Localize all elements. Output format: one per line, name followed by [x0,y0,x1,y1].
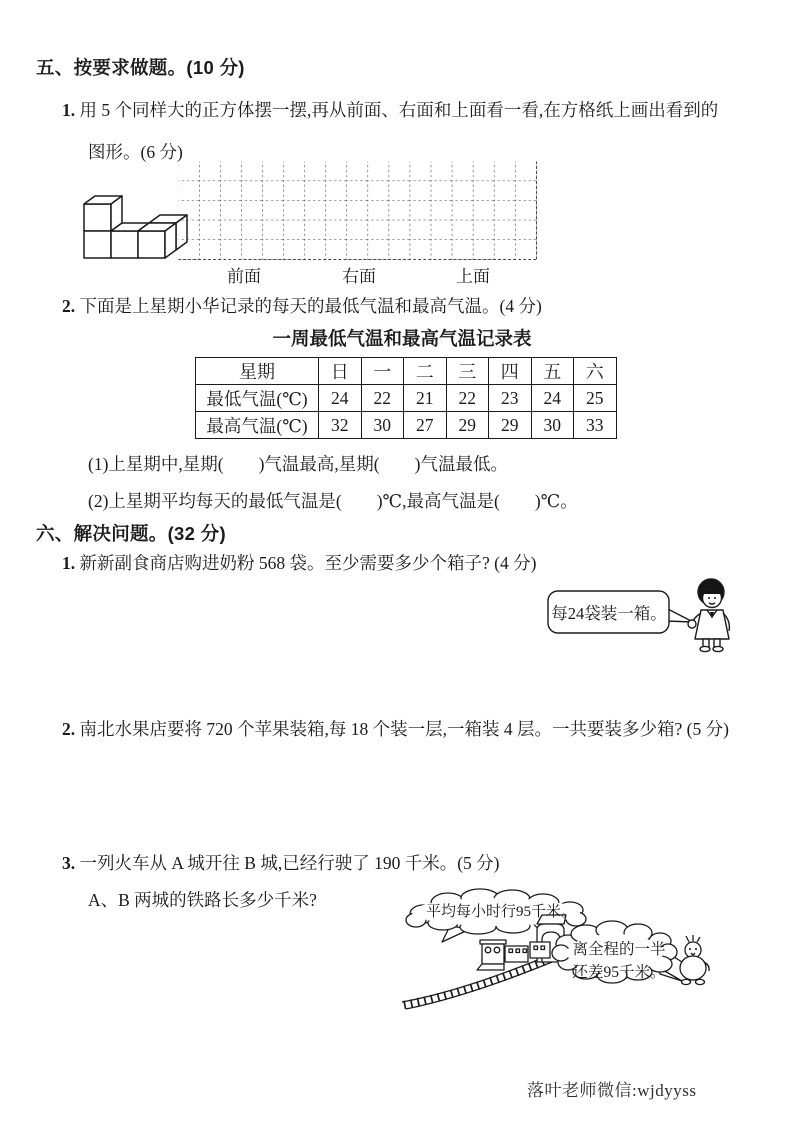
max-value-cell: 27 [404,412,447,439]
max-value-cell: 33 [574,412,617,439]
max-row-label: 最高气温(℃) [196,412,319,439]
s6-q1-number: 1. [62,553,76,573]
day-cell: 六 [574,358,617,385]
s5-q2-number: 2. [62,296,76,316]
distance-bubble-line1: 离全程的一半 [572,941,666,958]
grid-label-top: 上面 [456,267,490,286]
s6-q2-line [62,716,729,741]
s6-q1-line [62,550,536,575]
grid-label-front: 前面 [227,267,261,286]
table-row-min [196,385,617,412]
bird-figure [674,935,709,985]
table-row-max [196,412,617,439]
temperature-table [195,357,617,439]
day-cell: 日 [319,358,362,385]
min-value-cell: 22 [361,385,404,412]
min-row-label: 最低气温(℃) [196,385,319,412]
table-row-days [196,358,617,385]
section5-heading: 五、按要求做题。(10 分) [36,57,245,78]
min-value-cell: 21 [404,385,447,412]
day-cell: 四 [489,358,532,385]
min-value-cell: 23 [489,385,532,412]
day-cell: 三 [446,358,489,385]
s5-q1-number: 1. [62,100,76,120]
s6-q2-text: 南北水果店要将 720 个苹果装箱,每 18 个装一层,一箱装 4 层。一共要装多少箱? (5 分) [75,719,729,739]
day-cell: 二 [404,358,447,385]
drawing-grid[interactable] [178,161,538,262]
s5-q2-sub2: (2)上星期平均每天的最低气温是( )℃,最高气温是( )℃。 [88,491,578,511]
s6-q2-number: 2. [62,719,76,739]
s6-q3-line2: A、B 两城的铁路长多少千米? [88,890,317,910]
boy-figure [688,579,729,652]
grid-label-right: 右面 [342,267,376,286]
max-value-cell: 30 [531,412,574,439]
s5-q1-line2: 图形。(6 分) [88,142,183,162]
day-cell: 一 [361,358,404,385]
min-value-cell: 24 [319,385,362,412]
min-value-cell: 24 [531,385,574,412]
table-corner-cell: 星期 [196,358,319,385]
min-value-cell: 25 [574,385,617,412]
s5-q2-text: 下面是上星期小华记录的每天的最低气温和最高气温。(4 分) [75,296,542,316]
min-value-cell: 22 [446,385,489,412]
s6-q3-number: 3. [62,853,76,873]
temperature-table-title: 一周最低气温和最高气温记录表 [272,328,532,349]
teacher-wechat-note: 落叶老师微信:wjdyyss [527,1081,697,1100]
s5-q1-text: 用 5 个同样大的正方体摆一摆,再从前面、右面和上面看一看,在方格纸上画出看到的 [75,100,719,120]
max-value-cell: 32 [319,412,362,439]
s6-q3-text: 一列火车从 A 城开往 B 城,已经行驶了 190 千米。(5 分) [75,853,500,873]
distance-bubble-line2: 还差95千米。 [572,964,666,982]
max-value-cell: 30 [361,412,404,439]
speed-bubble-text: 平均每小时行95千米。 [425,904,576,920]
day-cell: 五 [531,358,574,385]
s5-q2-line [62,293,542,318]
train [477,940,550,970]
max-value-cell: 29 [489,412,532,439]
milk-powder-bubble: 每24袋装一箱。 [551,604,667,623]
s6-q3-line1 [62,850,500,875]
section6-heading: 六、解决问题。(32 分) [36,523,226,544]
s5-q2-sub1: (1)上星期中,星期( )气温最高,星期( )气温最低。 [88,454,508,474]
distance-bubble-text [566,938,672,985]
s6-q1-text: 新新副食商店购进奶粉 568 袋。至少需要多少个箱子? (4 分) [75,553,537,573]
s5-q1-line1 [62,97,718,122]
max-value-cell: 29 [446,412,489,439]
